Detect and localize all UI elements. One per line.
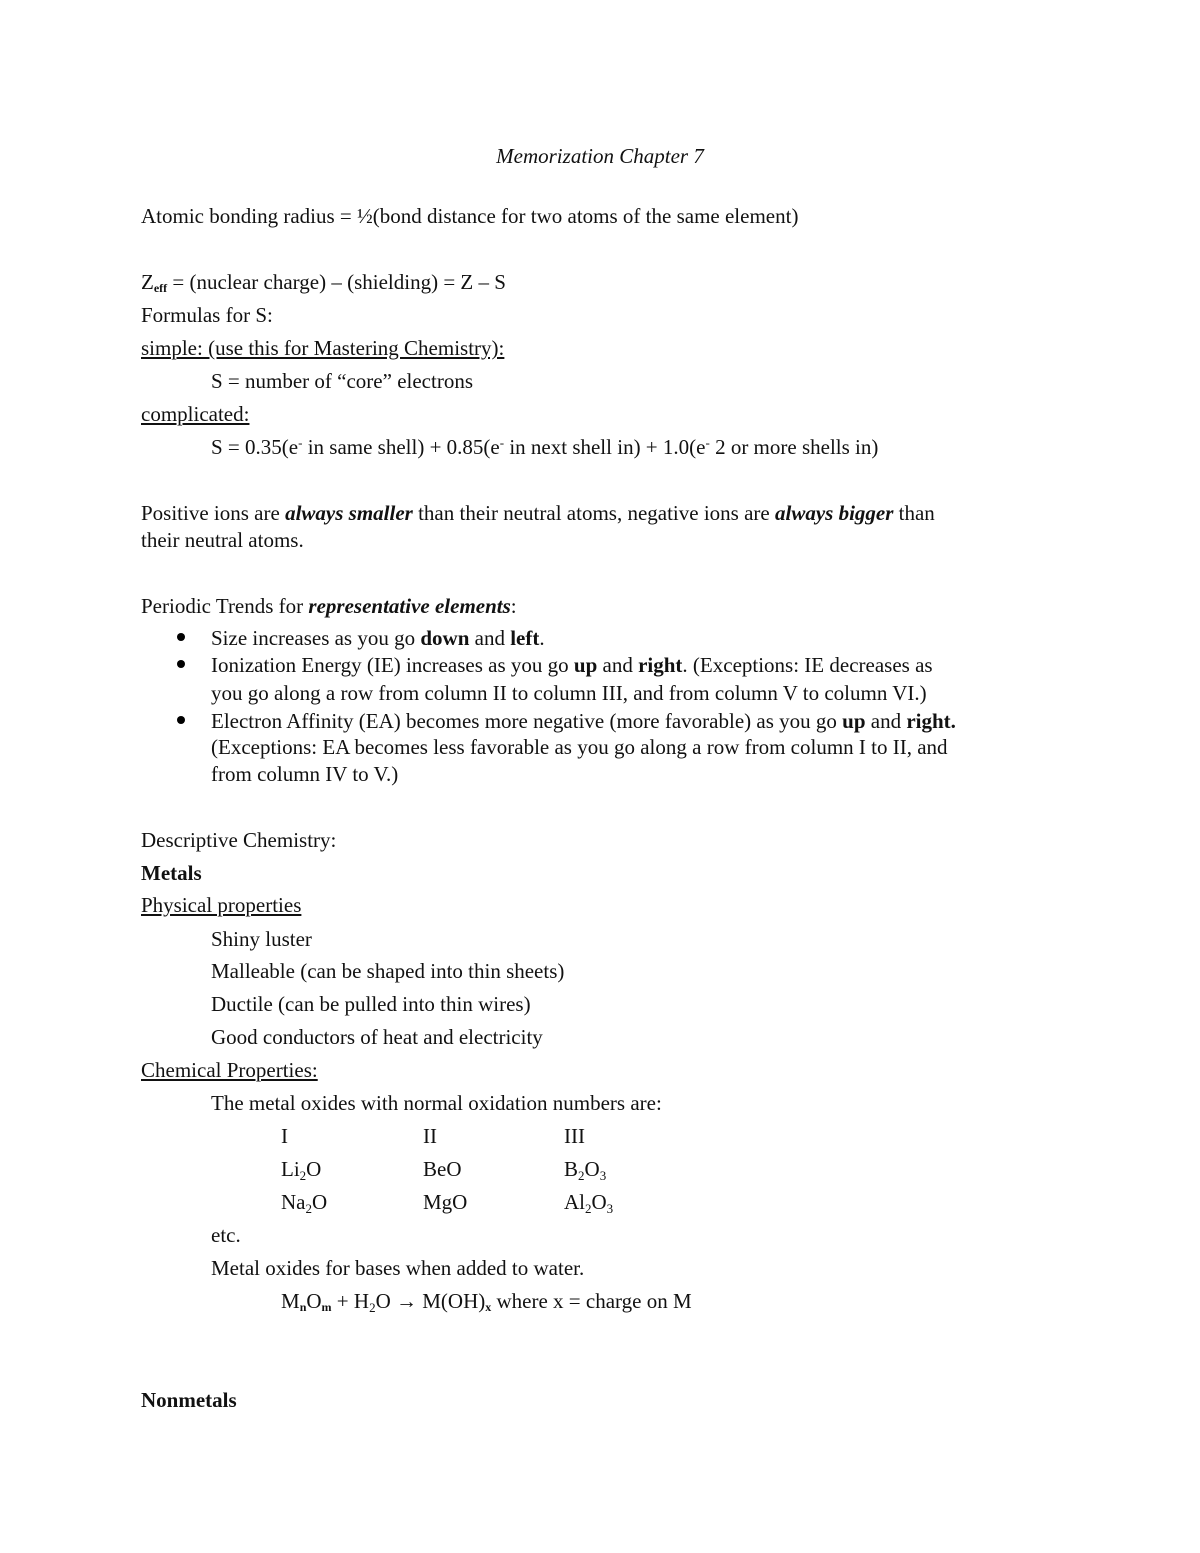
ions-emphasis: always smaller [285, 501, 413, 525]
oxide-cell [564, 1189, 613, 1215]
formula-part: O [312, 1190, 328, 1214]
physical-item: Good conductors of heat and electricity [211, 1025, 543, 1049]
formula-subscript: 2 [585, 1201, 592, 1216]
zeff-z: Z [141, 270, 154, 294]
trend-text: Electron Affinity (EA) becomes more negative (more favorable) as you go [211, 709, 843, 733]
trend-text: Size increases as you go [211, 626, 421, 650]
simple-label: simple: (use this for Mastering Chemistry): [141, 336, 505, 360]
trend-emphasis: up [573, 653, 598, 677]
trend-text: and [865, 709, 907, 733]
formula-part: O [306, 1289, 322, 1313]
formula-part: B [564, 1157, 579, 1181]
formula-subscript: x [485, 1300, 492, 1314]
bullet-icon [177, 716, 185, 724]
bullet-icon [177, 633, 185, 641]
electron-charge: - [499, 435, 505, 450]
physical-properties-heading: Physical properties [141, 893, 302, 917]
trend-emphasis: right. [906, 709, 956, 733]
ions-paragraph-line2: their neutral atoms. [141, 528, 304, 552]
ions-emphasis: always bigger [774, 501, 894, 525]
ions-text: Positive ions are [141, 501, 286, 525]
formula-part: in next shell in) + 1.0(e [504, 435, 706, 459]
physical-item: Shiny luster [211, 927, 312, 951]
trend-emphasis: up [842, 709, 866, 733]
formula-subscript: 3 [599, 1168, 607, 1183]
bases-text: Metal oxides for bases when added to water. [211, 1256, 585, 1280]
reaction-arrow-icon: → [395, 1289, 417, 1313]
zeff-subscript: eff [153, 281, 168, 295]
formula-part: in same shell) + 0.85(e [302, 435, 500, 459]
oxide-cell: MgO [423, 1190, 468, 1214]
formula-subscript: 2 [299, 1168, 307, 1183]
ions-text: than [893, 501, 935, 525]
nonmetals-heading: Nonmetals [141, 1388, 237, 1412]
trends-emphasis: representative elements [308, 594, 511, 618]
trend-text: . (Exceptions: IE decreases as [682, 653, 933, 677]
ions-paragraph-line1 [141, 500, 935, 526]
trends-heading [141, 593, 517, 619]
formula-part: O [591, 1190, 607, 1214]
formula-subscript: 2 [369, 1300, 376, 1315]
formula-part: Na [281, 1190, 306, 1214]
trend-ie [211, 652, 933, 678]
ions-text: than their neutral atoms, negative ions are [412, 501, 775, 525]
trend-emphasis: down [420, 626, 470, 650]
electron-charge: - [705, 435, 710, 450]
formula-part: S = 0.35(e [211, 435, 299, 459]
formula-subscript: m [321, 1300, 332, 1314]
etc-text: etc. [211, 1223, 241, 1247]
physical-item: Malleable (can be shaped into thin sheets) [211, 959, 565, 983]
trend-emphasis: left [510, 626, 540, 650]
simple-formula: S = number of “core” electrons [211, 369, 473, 393]
descriptive-heading: Descriptive Chemistry: [141, 828, 337, 852]
formula-subscript: 2 [305, 1201, 312, 1216]
bullet-icon [177, 660, 185, 668]
trend-emphasis: right [638, 653, 683, 677]
oxide-col-header: I [281, 1124, 288, 1148]
formula-part: 2 or more shells in) [709, 435, 879, 459]
formula-subscript: 3 [606, 1201, 614, 1216]
trend-ea-line2: (Exceptions: EA becomes less favorable as you go along a row from column I to II, and [211, 735, 948, 759]
formula-subscript: n [299, 1300, 307, 1314]
formula-part: O [584, 1157, 600, 1181]
oxide-cell [281, 1156, 321, 1182]
trend-size [211, 625, 545, 651]
formulas-heading: Formulas for S: [141, 303, 273, 327]
formula-part: Al [564, 1190, 585, 1214]
trends-text: : [510, 594, 517, 618]
oxides-intro: The metal oxides with normal oxidation numbers are: [211, 1091, 662, 1115]
trend-text: Ionization Energy (IE) increases as you go [211, 653, 574, 677]
trend-text: . [539, 626, 545, 650]
oxide-col-header: II [423, 1124, 437, 1148]
complicated-formula [211, 434, 878, 460]
trend-ie-line2: you go along a row from column II to column III, and from column V to column VI.) [211, 681, 927, 705]
trends-text: Periodic Trends for [141, 594, 309, 618]
physical-item: Ductile (can be pulled into thin wires) [211, 992, 531, 1016]
zeff-formula [141, 269, 506, 295]
zeff-rest: = (nuclear charge) – (shielding) = Z – S [167, 270, 506, 294]
formula-part: O [375, 1289, 396, 1313]
trend-text: and [597, 653, 639, 677]
formula-subscript: 2 [578, 1168, 585, 1183]
metals-heading: Metals [141, 861, 202, 885]
trend-ea [211, 708, 956, 734]
trend-text: and [469, 626, 511, 650]
complicated-label: complicated: [141, 402, 250, 426]
oxide-cell [281, 1189, 327, 1215]
formula-part: where x = charge on M [491, 1289, 692, 1313]
oxide-cell [564, 1156, 606, 1182]
formula-part: Li [281, 1157, 300, 1181]
formula-part: O [306, 1157, 322, 1181]
formula-part: M(OH) [416, 1289, 486, 1313]
electron-charge: - [298, 435, 303, 450]
atomic-radius-definition: Atomic bonding radius = ½(bond distance for two atoms of the same element) [141, 204, 799, 228]
oxide-cell: BeO [423, 1157, 462, 1181]
reaction-equation [281, 1288, 692, 1314]
chemical-properties-heading: Chemical Properties: [141, 1058, 318, 1082]
oxide-col-header: III [564, 1124, 585, 1148]
page-title: Memorization Chapter 7 [496, 144, 704, 168]
formula-part: + H [331, 1289, 370, 1313]
formula-part: M [281, 1289, 300, 1313]
trend-ea-line3: from column IV to V.) [211, 762, 399, 786]
